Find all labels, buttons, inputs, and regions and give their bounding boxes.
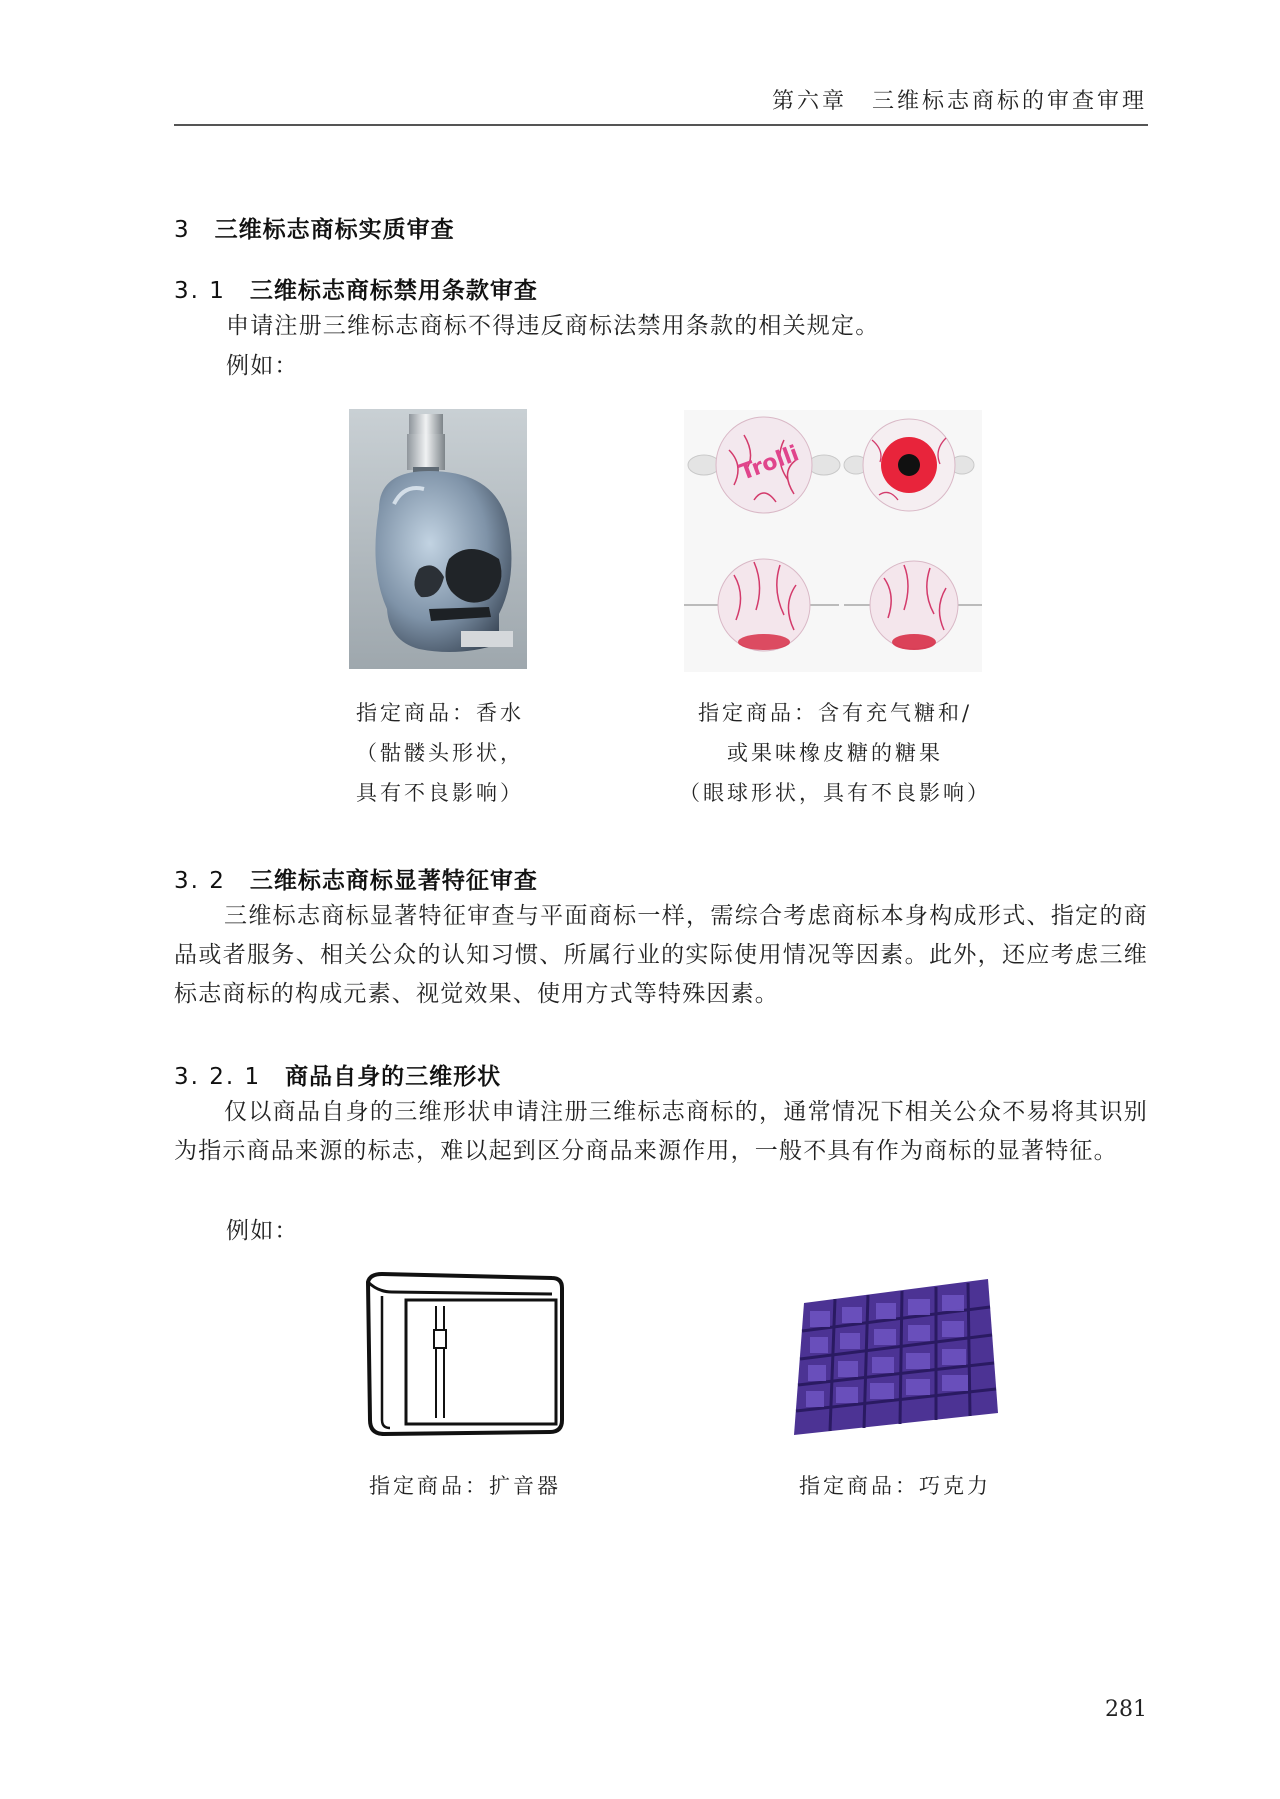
section-title: 三维标志商标实质审查 <box>214 217 455 243</box>
loudspeaker-image <box>362 1270 568 1438</box>
loudspeaker-box-drawing-icon <box>362 1270 568 1438</box>
figure-caption-chocolate: 指定商品：巧克力 <box>799 1474 991 1498</box>
skull-perfume-bottle-icon <box>349 409 527 669</box>
section-3-2-1-paragraph: 仅以商品自身的三维形状申请注册三维标志商标的，通常情况下相关公众不易将其识别为指示商品来源的标志，难以起到区分商品来源作用，一般不具有作为商标的显著特征。 <box>174 1099 1148 1164</box>
section-number: 3. 2 <box>174 868 226 894</box>
skull-perfume-image <box>349 409 527 669</box>
chocolate-image <box>790 1273 998 1435</box>
header-divider <box>174 124 1148 126</box>
eyeball-candy-icon <box>684 410 982 672</box>
caption-line: 指定商品：香水 <box>356 701 524 725</box>
section-3-heading <box>174 211 455 244</box>
figure-caption-loudspeaker: 指定商品：扩音器 <box>369 1474 561 1498</box>
caption-line: 具有不良影响） <box>356 781 524 805</box>
caption-line: 或果味橡皮糖的糖果 <box>727 741 943 765</box>
section-number: 3. 1 <box>174 278 226 304</box>
figure-caption-perfume <box>300 693 580 813</box>
section-title: 商品自身的三维形状 <box>285 1064 502 1090</box>
figure-caption-candy <box>655 693 1015 813</box>
caption-line: 指定商品：含有充气糖和/ <box>697 701 973 725</box>
section-title: 三维标志商标禁用条款审查 <box>249 278 538 304</box>
example-label: 例如： <box>226 353 299 379</box>
chocolate-bar-icon <box>790 1273 998 1435</box>
caption-line: （骷髅头形状， <box>356 741 524 765</box>
example-label: 例如： <box>226 1218 299 1244</box>
section-3-1-heading <box>174 272 538 305</box>
section-3-1-paragraph: 申请注册三维标志商标不得违反商标法禁用条款的相关规定。 <box>226 313 880 339</box>
page-number: 281 <box>1105 1697 1147 1722</box>
section-3-2-heading <box>174 862 538 895</box>
running-header: 第六章 三维标志商标的审查审理 <box>771 89 1147 114</box>
section-title: 三维标志商标显著特征审查 <box>249 868 538 894</box>
section-3-2-1-heading <box>174 1058 501 1091</box>
eyeball-candy-image <box>684 410 982 672</box>
section-number: 3. 2. 1 <box>174 1064 262 1090</box>
candy-logo-text: Trolli <box>736 441 803 486</box>
caption-line: （眼球形状，具有不良影响） <box>679 781 991 805</box>
section-3-2-paragraph: 三维标志商标显著特征审查与平面商标一样，需综合考虑商标本身构成形式、指定的商品或者服务、相关公众的认知习惯、所属行业的实际使用情况等因素。此外，还应考虑三维标志商标的构成元素、视觉效果、使用方式等特殊因素。 <box>174 903 1148 1007</box>
section-number: 3 <box>174 217 191 243</box>
